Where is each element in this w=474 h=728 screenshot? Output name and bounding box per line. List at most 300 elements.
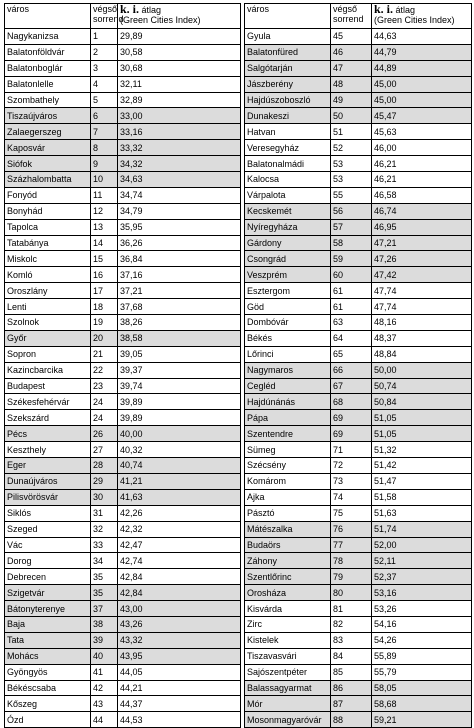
rank-cell: 35: [91, 585, 118, 601]
rank-cell: 44: [91, 712, 118, 728]
rank-cell: 68: [331, 394, 372, 410]
city-cell: Sopron: [5, 346, 91, 362]
city-cell: Cegléd: [245, 378, 331, 394]
city-cell: Budaörs: [245, 537, 331, 553]
table-row: [5, 378, 241, 394]
table-row: [245, 489, 472, 505]
city-cell: Orosháza: [245, 585, 331, 601]
city-cell: Kalocsa: [245, 172, 331, 188]
table-row: [245, 616, 472, 632]
index-value-cell: 36,26: [118, 235, 241, 251]
table-row: [245, 44, 472, 60]
rank-header-line2: sorrend: [333, 14, 364, 24]
rank-cell: 59: [331, 251, 372, 267]
rank-cell: 52: [331, 140, 372, 156]
city-cell: Békés: [245, 330, 331, 346]
city-cell: Balatonalmádi: [245, 156, 331, 172]
table-row: [5, 632, 241, 648]
table-row: [5, 442, 241, 458]
rank-cell: 80: [331, 585, 372, 601]
city-cell: Esztergom: [245, 283, 331, 299]
index-value-cell: 39,37: [118, 362, 241, 378]
index-value-cell: 33,16: [118, 124, 241, 140]
rank-cell: 53: [331, 172, 372, 188]
city-cell: Eger: [5, 458, 91, 474]
rank-cell: 8: [91, 140, 118, 156]
table-row: [245, 92, 472, 108]
city-cell: Székesfehérvár: [5, 394, 91, 410]
rank-cell: 37: [91, 601, 118, 617]
index-value-cell: 39,89: [118, 394, 241, 410]
index-column-header: [118, 4, 241, 29]
table-row: [245, 219, 472, 235]
table-row: [5, 346, 241, 362]
rank-cell: 57: [331, 219, 372, 235]
table-row: [5, 187, 241, 203]
rank-cell: 77: [331, 537, 372, 553]
index-value-cell: 55,79: [372, 664, 472, 680]
table-row: [5, 521, 241, 537]
index-value-cell: 48,37: [372, 330, 472, 346]
city-cell: Pécs: [5, 426, 91, 442]
rank-cell: 38: [91, 616, 118, 632]
table-row: [245, 601, 472, 617]
ranking-rows-right: [245, 29, 472, 728]
index-value-cell: 50,84: [372, 394, 472, 410]
rank-cell: 60: [331, 267, 372, 283]
rank-cell: 55: [331, 187, 372, 203]
city-column-header: város: [5, 4, 91, 29]
rank-column-header: [91, 4, 124, 29]
city-cell: Hajdúszoboszló: [245, 92, 331, 108]
table-row: [245, 648, 472, 664]
table-row: [5, 696, 241, 712]
index-value-cell: 51,74: [372, 521, 472, 537]
index-value-cell: 42,84: [118, 585, 241, 601]
index-value-cell: 44,21: [118, 680, 241, 696]
index-value-cell: 53,16: [372, 585, 472, 601]
rank-cell: 83: [331, 632, 372, 648]
city-cell: Baja: [5, 616, 91, 632]
city-cell: Kecskemét: [245, 203, 331, 219]
index-value-cell: 50,00: [372, 362, 472, 378]
rank-cell: 18: [91, 299, 118, 315]
table-row: [5, 203, 241, 219]
rank-cell: 40: [91, 648, 118, 664]
rank-cell: 56: [331, 203, 372, 219]
table-row: [245, 394, 472, 410]
rank-cell: 34: [91, 553, 118, 569]
city-cell: Jászberény: [245, 76, 331, 92]
table-row: [5, 235, 241, 251]
city-cell: Tapolca: [5, 219, 91, 235]
index-value-cell: 30,58: [118, 44, 241, 60]
table-row: [245, 60, 472, 76]
city-cell: Ajka: [245, 489, 331, 505]
index-value-cell: 40,74: [118, 458, 241, 474]
city-cell: Nagykanizsa: [5, 29, 91, 45]
index-value-cell: 43,95: [118, 648, 241, 664]
index-value-cell: 42,47: [118, 537, 241, 553]
ranking-table-left: [4, 3, 241, 728]
city-cell: Bátonyterenye: [5, 601, 91, 617]
rank-cell: 49: [331, 92, 372, 108]
index-value-cell: 58,68: [372, 696, 472, 712]
rank-cell: 81: [331, 601, 372, 617]
table-row: [245, 362, 472, 378]
table-row: [245, 203, 472, 219]
rank-cell: 30: [91, 489, 118, 505]
index-value-cell: 51,32: [372, 442, 472, 458]
city-cell: Tata: [5, 632, 91, 648]
city-cell: Sümeg: [245, 442, 331, 458]
index-value-cell: 45,47: [372, 108, 472, 124]
table-row: [5, 315, 241, 331]
table-row: [5, 648, 241, 664]
index-value-cell: 39,74: [118, 378, 241, 394]
table-row: [245, 251, 472, 267]
city-cell: Szombathely: [5, 92, 91, 108]
rank-cell: 64: [331, 330, 372, 346]
rank-cell: 20: [91, 330, 118, 346]
rank-cell: 66: [331, 362, 372, 378]
index-value-cell: 41,21: [118, 473, 241, 489]
index-value-cell: 39,05: [118, 346, 241, 362]
index-value-cell: 36,84: [118, 251, 241, 267]
rank-cell: 32: [91, 521, 118, 537]
rank-header-line1: végső: [333, 4, 358, 14]
city-cell: Balatonfüred: [245, 44, 331, 60]
table-row: [5, 330, 241, 346]
index-value-cell: 51,58: [372, 489, 472, 505]
rank-cell: 51: [331, 124, 372, 140]
city-cell: Sajószentpéter: [245, 664, 331, 680]
city-cell: Mór: [245, 696, 331, 712]
city-cell: Balassagyarmat: [245, 680, 331, 696]
rank-cell: 26: [91, 426, 118, 442]
table-row: [5, 140, 241, 156]
table-row: [5, 585, 241, 601]
table-row: [5, 553, 241, 569]
index-value-cell: 54,26: [372, 632, 472, 648]
index-value-cell: 51,47: [372, 473, 472, 489]
table-row: [245, 632, 472, 648]
table-row: [5, 362, 241, 378]
rank-cell: 88: [331, 712, 372, 728]
city-cell: Balatonföldvár: [5, 44, 91, 60]
index-value-cell: 37,68: [118, 299, 241, 315]
table-row: [5, 664, 241, 680]
index-value-cell: 45,63: [372, 124, 472, 140]
rank-column-header: [331, 4, 372, 29]
header-row: [245, 4, 472, 29]
city-cell: Záhony: [245, 553, 331, 569]
index-value-cell: 44,89: [372, 60, 472, 76]
city-cell: Dunakeszi: [245, 108, 331, 124]
rank-cell: 46: [331, 44, 372, 60]
index-header-bold: k. i.: [374, 2, 394, 16]
table-row: [245, 569, 472, 585]
rank-cell: 45: [331, 29, 372, 45]
index-value-cell: 42,74: [118, 553, 241, 569]
index-value-cell: 30,68: [118, 60, 241, 76]
city-cell: Csongrád: [245, 251, 331, 267]
rank-cell: 5: [91, 92, 118, 108]
city-cell: Gárdony: [245, 235, 331, 251]
city-cell: Salgótarján: [245, 60, 331, 76]
rank-cell: 15: [91, 251, 118, 267]
table-row: [5, 537, 241, 553]
table-row: [245, 108, 472, 124]
table-row: [5, 505, 241, 521]
table-row: [245, 585, 472, 601]
city-cell: Dunaújváros: [5, 473, 91, 489]
table-row: [245, 712, 472, 728]
rank-cell: 33: [91, 537, 118, 553]
rank-cell: 84: [331, 648, 372, 664]
rank-cell: 3: [91, 60, 118, 76]
city-cell: Szigetvár: [5, 585, 91, 601]
table-row: [5, 172, 241, 188]
rank-cell: 7: [91, 124, 118, 140]
rank-cell: 76: [331, 521, 372, 537]
index-value-cell: 47,74: [372, 283, 472, 299]
header-row: [5, 4, 241, 29]
rank-cell: 35: [91, 569, 118, 585]
index-value-cell: 39,89: [118, 410, 241, 426]
city-cell: Zalaegerszeg: [5, 124, 91, 140]
rank-cell: 85: [331, 664, 372, 680]
city-cell: Zirc: [245, 616, 331, 632]
city-cell: Szentendre: [245, 426, 331, 442]
rank-cell: 27: [91, 442, 118, 458]
rank-cell: 24: [91, 394, 118, 410]
index-value-cell: 43,32: [118, 632, 241, 648]
city-cell: Oroszlány: [5, 283, 91, 299]
rank-cell: 79: [331, 569, 372, 585]
city-cell: Pásztó: [245, 505, 331, 521]
index-value-cell: 43,00: [118, 601, 241, 617]
city-cell: Nagymaros: [245, 362, 331, 378]
index-value-cell: 32,11: [118, 76, 241, 92]
rank-cell: 86: [331, 680, 372, 696]
city-cell: Balatonboglár: [5, 60, 91, 76]
rank-cell: 29: [91, 473, 118, 489]
index-value-cell: 46,21: [372, 156, 472, 172]
table-row: [5, 251, 241, 267]
index-value-cell: 29,89: [118, 29, 241, 45]
table-row: [245, 553, 472, 569]
index-value-cell: 41,63: [118, 489, 241, 505]
rank-header-line2: sorrend: [93, 14, 124, 24]
index-value-cell: 47,21: [372, 235, 472, 251]
index-value-cell: 44,79: [372, 44, 472, 60]
rank-cell: 63: [331, 315, 372, 331]
city-cell: Bonyhád: [5, 203, 91, 219]
index-value-cell: 51,63: [372, 505, 472, 521]
table-row: [245, 346, 472, 362]
rank-cell: 67: [331, 378, 372, 394]
city-cell: Békéscsaba: [5, 680, 91, 696]
table-row: [245, 172, 472, 188]
table-row: [5, 267, 241, 283]
city-cell: Kisvárda: [245, 601, 331, 617]
table-row: [245, 76, 472, 92]
city-cell: Miskolc: [5, 251, 91, 267]
city-cell: Balatonlelle: [5, 76, 91, 92]
index-header-suffix: átlag: [139, 5, 162, 15]
table-row: [245, 187, 472, 203]
index-value-cell: 46,00: [372, 140, 472, 156]
table-row: [245, 315, 472, 331]
index-value-cell: 42,84: [118, 569, 241, 585]
index-value-cell: 52,37: [372, 569, 472, 585]
table-row: [245, 442, 472, 458]
table-row: [245, 140, 472, 156]
index-value-cell: 37,16: [118, 267, 241, 283]
rank-cell: 41: [91, 664, 118, 680]
rank-cell: 1: [91, 29, 118, 45]
city-cell: Pápa: [245, 410, 331, 426]
index-value-cell: 45,00: [372, 92, 472, 108]
city-cell: Szolnok: [5, 315, 91, 331]
table-row: [5, 76, 241, 92]
table-row: [245, 235, 472, 251]
rank-cell: 87: [331, 696, 372, 712]
table-row: [5, 680, 241, 696]
rank-cell: 61: [331, 299, 372, 315]
table-row: [5, 156, 241, 172]
table-row: [245, 29, 472, 45]
city-cell: Tatabánya: [5, 235, 91, 251]
table-row: [5, 569, 241, 585]
city-cell: Gyula: [245, 29, 331, 45]
table-row: [5, 44, 241, 60]
index-value-cell: 34,32: [118, 156, 241, 172]
table-row: [245, 458, 472, 474]
city-cell: Dorog: [5, 553, 91, 569]
index-value-cell: 34,74: [118, 187, 241, 203]
rank-cell: 47: [331, 60, 372, 76]
index-value-cell: 43,26: [118, 616, 241, 632]
table-row: [245, 537, 472, 553]
index-value-cell: 51,42: [372, 458, 472, 474]
index-value-cell: 40,00: [118, 426, 241, 442]
rank-cell: 19: [91, 315, 118, 331]
index-value-cell: 47,42: [372, 267, 472, 283]
city-cell: Vác: [5, 537, 91, 553]
index-value-cell: 47,26: [372, 251, 472, 267]
rank-cell: 42: [91, 680, 118, 696]
rank-cell: 65: [331, 346, 372, 362]
index-value-cell: 44,37: [118, 696, 241, 712]
rank-cell: 17: [91, 283, 118, 299]
index-value-cell: 35,95: [118, 219, 241, 235]
table-row: [5, 473, 241, 489]
city-cell: Mátészalka: [245, 521, 331, 537]
index-value-cell: 52,00: [372, 537, 472, 553]
rank-cell: 10: [91, 172, 118, 188]
city-cell: Gyöngyös: [5, 664, 91, 680]
rank-cell: 31: [91, 505, 118, 521]
city-cell: Kistelek: [245, 632, 331, 648]
index-value-cell: 44,05: [118, 664, 241, 680]
index-value-cell: 38,26: [118, 315, 241, 331]
index-value-cell: 37,21: [118, 283, 241, 299]
index-value-cell: 50,74: [372, 378, 472, 394]
rank-cell: 72: [331, 458, 372, 474]
table-row: [245, 283, 472, 299]
table-row: [5, 124, 241, 140]
index-value-cell: 46,21: [372, 172, 472, 188]
table-row: [245, 124, 472, 140]
city-cell: Keszthely: [5, 442, 91, 458]
city-cell: Tiszaújváros: [5, 108, 91, 124]
rank-cell: 4: [91, 76, 118, 92]
index-value-cell: 58,05: [372, 680, 472, 696]
table-row: [5, 712, 241, 728]
table-row: [5, 601, 241, 617]
index-header-bold: k. i.: [120, 2, 140, 16]
table-row: [5, 219, 241, 235]
rank-cell: 39: [91, 632, 118, 648]
index-value-cell: 33,32: [118, 140, 241, 156]
city-column-header: város: [245, 4, 331, 29]
city-cell: Szekszárd: [5, 410, 91, 426]
rank-cell: 74: [331, 489, 372, 505]
city-cell: Mosonmagyaróvár: [245, 712, 331, 728]
index-value-cell: 59,21: [372, 712, 472, 728]
rank-cell: 16: [91, 267, 118, 283]
table-row: [245, 680, 472, 696]
table-row: [245, 696, 472, 712]
city-cell: Dombóvár: [245, 315, 331, 331]
city-cell: Kaposvár: [5, 140, 91, 156]
city-cell: Ózd: [5, 712, 91, 728]
city-cell: Győr: [5, 330, 91, 346]
table-row: [245, 505, 472, 521]
table-row: [5, 60, 241, 76]
city-cell: Tiszavasvári: [245, 648, 331, 664]
table-row: [245, 426, 472, 442]
table-row: [5, 616, 241, 632]
city-cell: Veresegyház: [245, 140, 331, 156]
city-cell: Siófok: [5, 156, 91, 172]
index-value-cell: 32,89: [118, 92, 241, 108]
city-cell: Hajdúnánás: [245, 394, 331, 410]
city-cell: Göd: [245, 299, 331, 315]
city-cell: Nyíregyháza: [245, 219, 331, 235]
index-value-cell: 42,32: [118, 521, 241, 537]
index-value-cell: 44,63: [372, 29, 472, 45]
rank-cell: 12: [91, 203, 118, 219]
rank-cell: 78: [331, 553, 372, 569]
rank-cell: 61: [331, 283, 372, 299]
index-value-cell: 34,63: [118, 172, 241, 188]
table-row: [245, 267, 472, 283]
city-cell: Komló: [5, 267, 91, 283]
rank-cell: 71: [331, 442, 372, 458]
index-header-line2: (Green Cities Index): [120, 15, 201, 25]
city-cell: Budapest: [5, 378, 91, 394]
table-row: [5, 426, 241, 442]
index-header-line2: (Green Cities Index): [374, 15, 455, 25]
rank-cell: 69: [331, 410, 372, 426]
rank-cell: 48: [331, 76, 372, 92]
rank-cell: 21: [91, 346, 118, 362]
index-value-cell: 42,26: [118, 505, 241, 521]
rank-cell: 2: [91, 44, 118, 60]
